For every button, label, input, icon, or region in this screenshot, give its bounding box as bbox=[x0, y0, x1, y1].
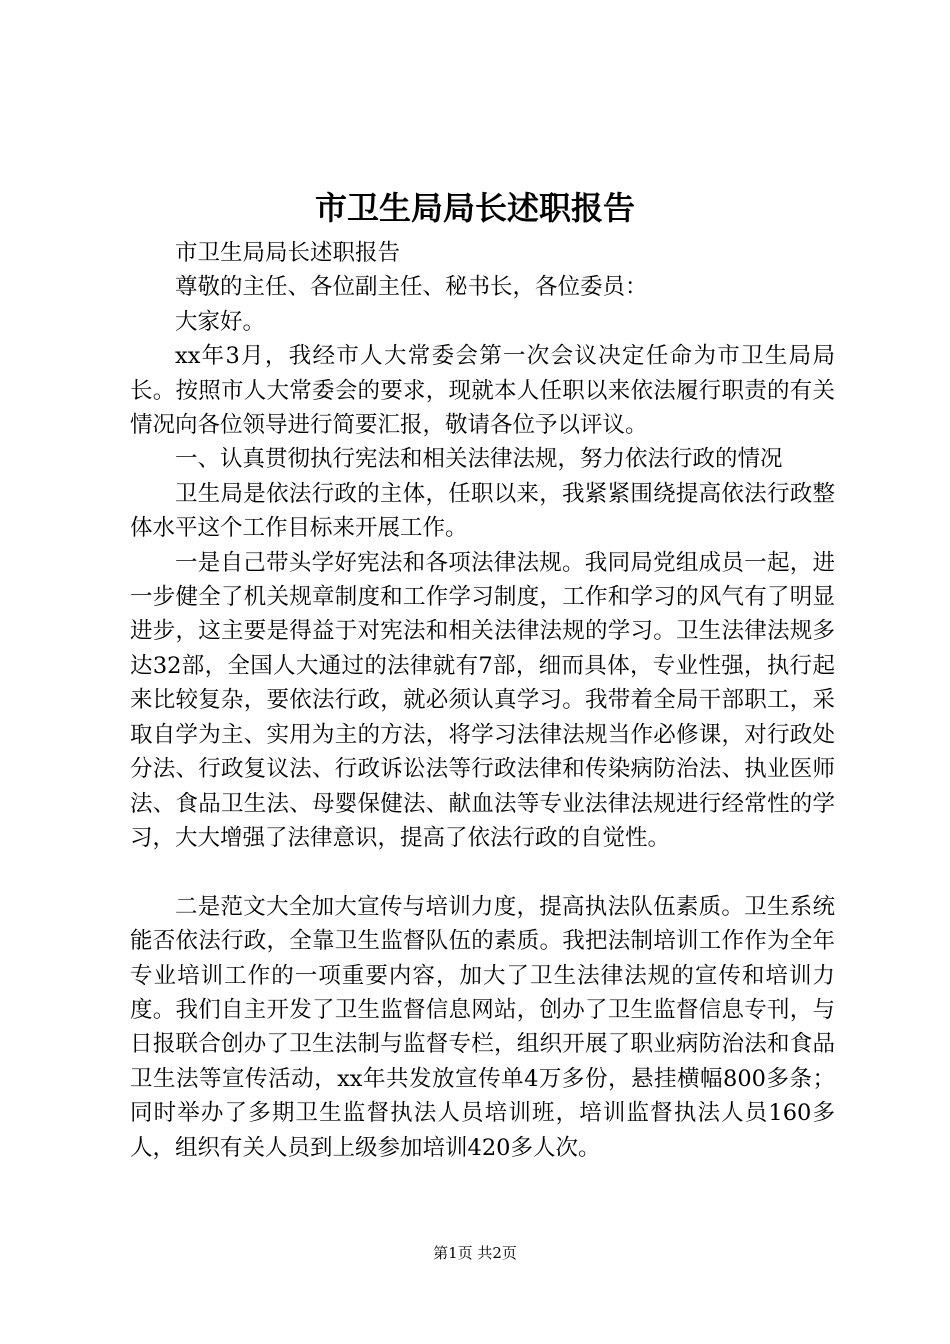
paragraph-point-one: 一是自己带头学好宪法和各项法律法规。我同局党组成员一起，进一步健全了机关规章制度和工作学习制度，工作和学习的风气有了明显进步，这主要是得益于对宪法和相关法律法规的学习。卫生法律法规多达32部，全国人大通过的法律就有7部，细而具体，专业性强，执行起来比较复杂，要依法行政，就必须认真学习。我带着全局干部职工，采取自学为主、实用为主的方法，将学习法律法规当作必修课，对行政处分法、行政复议法、行政诉讼法等行政法律和传染病防治法、执业医师法、食品卫生法、母婴保健法、献血法等专业法律法规进行经常性的学习，大大增强了法律意识，提高了依法行政的自觉性。 bbox=[130, 549, 835, 851]
paragraph-intro: xx年3月，我经市人大常委会第一次会议决定任命为市卫生局局长。按照市人大常委会的要求，现就本人任职以来依法履行职责的有关情况向各位领导进行简要汇报，敬请各位予以评议。 bbox=[130, 343, 835, 439]
paragraph-section-heading: 一、认真贯彻执行宪法和相关法律法规，努力依法行政的情况 bbox=[175, 446, 783, 473]
document-body bbox=[130, 236, 835, 1165]
page-number-footer: 第1页 共2页 bbox=[433, 1244, 517, 1262]
paragraph-salutation: 尊敬的主任、各位副主任、秘书长，各位委员： bbox=[175, 274, 648, 301]
paragraph-greeting: 大家好。 bbox=[175, 308, 266, 335]
paragraph-point-two: 二是范文大全加大宣传与培训力度，提高执法队伍素质。卫生系统能否依法行政，全靠卫生监督队伍的素质。我把法制培训工作作为全年专业培训工作的一项重要内容，加大了卫生法律法规的宣传和培训力度。我们自主开发了卫生监督信息网站，创办了卫生监督信息专刊，与日报联合创办了卫生法制与监督专栏，组织开展了职业病防治法和食品卫生法等宣传活动，xx年共发放宣传单4万多份，悬挂横幅800多条；同时举办了多期卫生监督执法人员培训班，培训监督执法人员160多人，组织有关人员到上级参加培训420多人次。 bbox=[130, 893, 835, 1161]
paragraph-section-intro: 卫生局是依法行政的主体，任职以来，我紧紧围绕提高依法行政整体水平这个工作目标来开展工作。 bbox=[130, 480, 835, 542]
paragraph-repeat-title: 市卫生局局长述职报告 bbox=[175, 240, 401, 266]
document-title: 市卫生局局长述职报告 bbox=[314, 189, 635, 227]
